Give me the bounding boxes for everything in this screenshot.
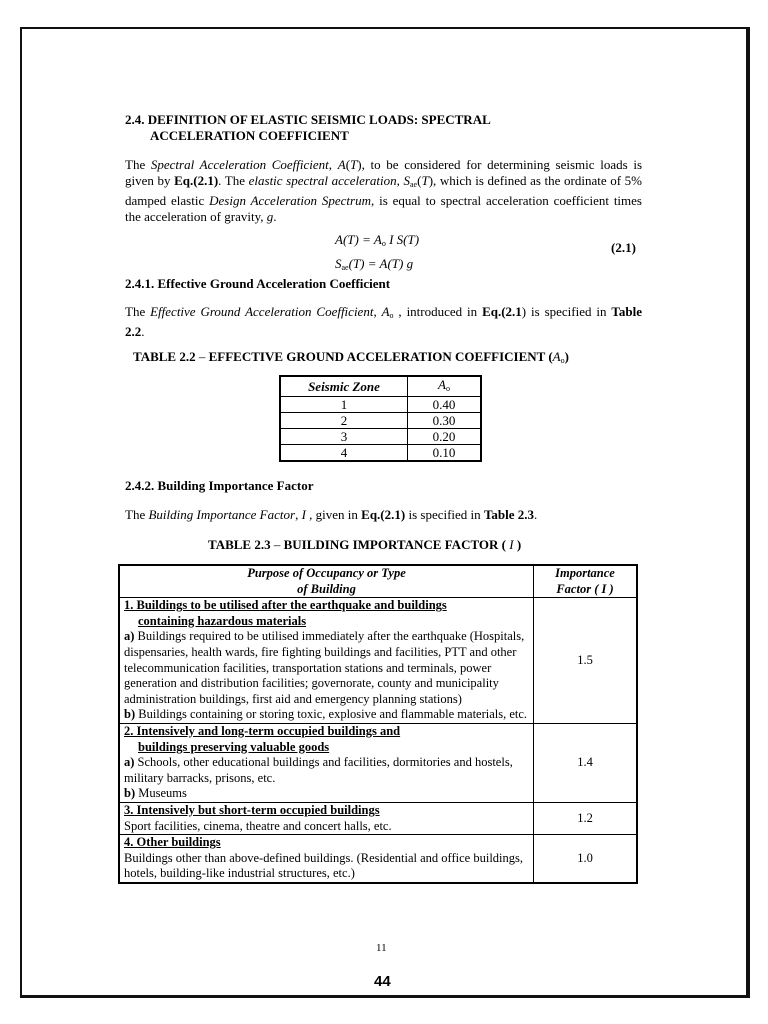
factor-cell: 1.0 — [534, 835, 638, 883]
section-heading-line2: ACCELERATION COEFFICIENT — [150, 128, 349, 143]
intro-paragraph: The Spectral Acceleration Coefficient, A(T), to be considered for determining seismic loads is given by Eq.(2.1). The elastic spectral acceleration, $S_{ae}(T)$, which is defined as the ordinate of 5% damped elastic Design Acceleration Spectrum, is equal to spectral acceleration coefficient times the acceleration of gravity, g. — [125, 157, 643, 224]
column-header-ao: $A_o$ — [408, 376, 482, 397]
occupancy-cell: 3. Intensively but short-term occupied buildings Sport facilities, cinema, theatre and concert halls, etc. — [119, 802, 534, 834]
page-number-small: 11 — [376, 942, 387, 954]
subsection-241-paragraph: The Effective Ground Acceleration Coefficient, $A_o$ , introduced in Eq.(2.1) is specified in Table 2.2. — [125, 304, 642, 339]
factor-cell: 1.4 — [534, 723, 638, 802]
category-subtitle: containing hazardous materials — [138, 613, 307, 628]
occupancy-cell: 4. Other buildings Buildings other than above-defined buildings. (Residential and office buildings, hotels, building-like industrial structures, etc.) — [119, 835, 534, 883]
value-cell: 0.10 — [408, 445, 482, 462]
table-row — [280, 429, 481, 445]
table-row — [119, 723, 637, 802]
section-heading — [125, 112, 491, 144]
table-22-caption: TABLE 2.2 – EFFECTIVE GROUND ACCELERATION COEFFICIENT $(A_o)$ — [133, 349, 569, 365]
table-row — [280, 397, 481, 413]
category-title: 1. Buildings to be utilised after the earthquake and buildings — [124, 598, 447, 613]
category-title: 4. Other buildings — [124, 835, 221, 850]
subsection-241-heading: 2.4.1. Effective Ground Acceleration Coefficient — [125, 276, 391, 291]
category-subtitle: buildings preserving valuable goods — [138, 739, 330, 754]
occupancy-cell: 1. Buildings to be utilised after the earthquake and buildings containing hazardous materials a) Buildings required to be utilised immediately after the earthquake (Hospitals, dispensaries, health wards, fire fighting buildings and facilities, PTT and other telecommunication facilities, transportation stations and terminals, power generation and distribution facilities; governorate, county and municipality administration buildings, first aid and emergency planning stations) b) Buildings containing or storing toxic, explosive and flammable materials, etc. — [119, 598, 534, 724]
table-row — [119, 802, 637, 834]
column-header-factor: Importance Factor ( I ) — [534, 565, 638, 598]
zone-cell: 1 — [280, 397, 408, 413]
equation-line-1: $A(T) = A_o$ I S(T) — [335, 232, 420, 248]
subsection-242-paragraph: The Building Importance Factor, I , given in Eq.(2.1) is specified in Table 2.3. — [125, 507, 538, 522]
section-heading-line1: 2.4. DEFINITION OF ELASTIC SEISMIC LOADS: SPECTRAL — [125, 112, 491, 127]
column-header-purpose: Purpose of Occupancy or Type of Building — [119, 565, 534, 598]
table-23 — [118, 564, 638, 884]
zone-cell: 3 — [280, 429, 408, 445]
table-23-caption: TABLE 2.3 – BUILDING IMPORTANCE FACTOR ( I ) — [208, 537, 522, 552]
table-row — [280, 445, 481, 462]
equation-line-2: $S_{ae}(T) = A(T)$ g — [335, 256, 414, 272]
zone-cell: 2 — [280, 413, 408, 429]
table-header-row — [119, 565, 637, 598]
page-number-big: 44 — [374, 973, 391, 990]
table-row — [119, 598, 637, 724]
value-cell: 0.30 — [408, 413, 482, 429]
subsection-242-heading: 2.4.2. Building Importance Factor — [125, 478, 314, 493]
category-title: 2. Intensively and long-term occupied buildings and — [124, 723, 401, 738]
column-header-seismic-zone: Seismic Zone — [280, 376, 408, 397]
table-row — [119, 835, 637, 883]
value-cell: 0.40 — [408, 397, 482, 413]
category-title: 3. Intensively but short-term occupied buildings — [124, 802, 380, 817]
value-cell: 0.20 — [408, 429, 482, 445]
zone-cell: 4 — [280, 445, 408, 462]
occupancy-cell: 2. Intensively and long-term occupied buildings and buildings preserving valuable goods a) Schools, other educational buildings and facilities, dormitories and hostels, military barracks, prisons, etc. b) Museums — [119, 723, 534, 802]
equation-block — [335, 230, 419, 278]
factor-cell: 1.2 — [534, 802, 638, 834]
equation-number: (2.1) — [611, 240, 636, 255]
table-22 — [279, 375, 482, 462]
table-row — [280, 413, 481, 429]
table-row — [280, 376, 481, 397]
factor-cell: 1.5 — [534, 598, 638, 724]
